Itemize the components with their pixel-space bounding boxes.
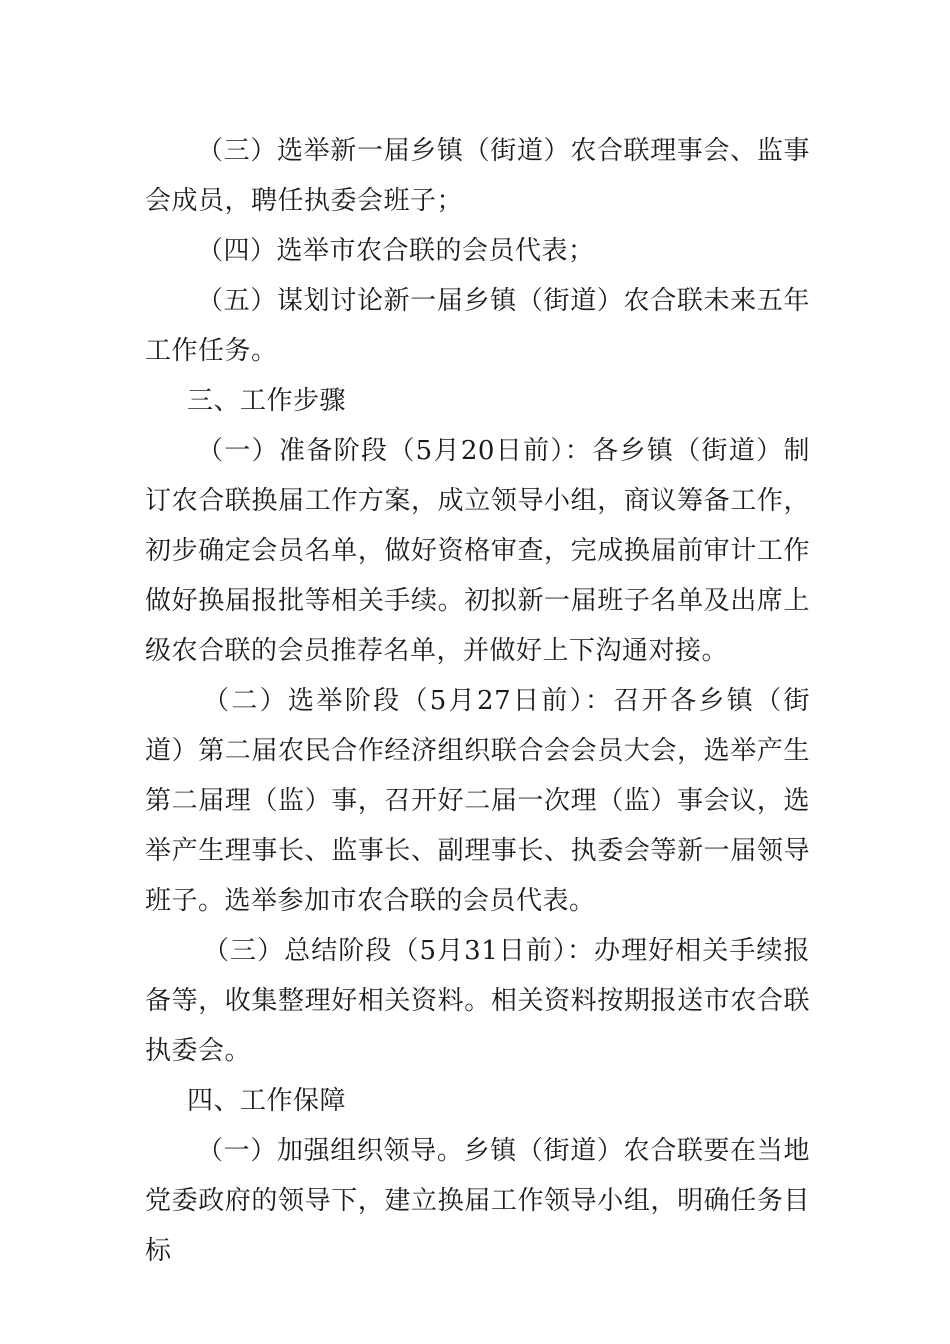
paragraph-step-preparation: （一）准备阶段（5月20日前）：各乡镇（街道）制订农合联换届工作方案，成立领导小组，商议筹备工作，初步确定会员名单，做好资格审查，完成换届前审计工作做好换届报批等相关手续。初拟新一届班子名单及出席上级农合联的会员推荐名单，并做好上下沟通对接。 xyxy=(145,436,810,666)
section-heading-work-guarantee: 四、工作保障 xyxy=(187,1086,347,1116)
paragraph-plan-tasks: （五）谋划讨论新一届乡镇（街道）农合联未来五年工作任务。 xyxy=(145,286,810,366)
paragraph-step-summary: （三）总结阶段（5月31日前）：办理好相关手续报备等，收集整理好相关资料。相关资料按期报送市农合联执委会。 xyxy=(145,936,810,1066)
paragraph-elect-council: （三）选举新一届乡镇（街道）农合联理事会、监事会成员，聘任执委会班子； xyxy=(145,136,810,216)
paragraph-guarantee-leadership: （一）加强组织领导。乡镇（街道）农合联要在当地党委政府的领导下，建立换届工作领导小组，明确任务目标 xyxy=(145,1136,810,1266)
document-body xyxy=(145,126,810,1276)
paragraph-step-election: （二）选举阶段（5月27日前）：召开各乡镇（街道）第二届农民合作经济组织联合会会员大会，选举产生第二届理（监）事，召开好二届一次理（监）事会议，选举产生理事长、监事长、副理事长、执委会等新一届领导班子。选举参加市农合联的会员代表。 xyxy=(145,686,810,916)
section-heading-work-steps: 三、工作步骤 xyxy=(187,386,347,416)
paragraph-elect-delegates: （四）选举市农合联的会员代表； xyxy=(197,236,595,266)
